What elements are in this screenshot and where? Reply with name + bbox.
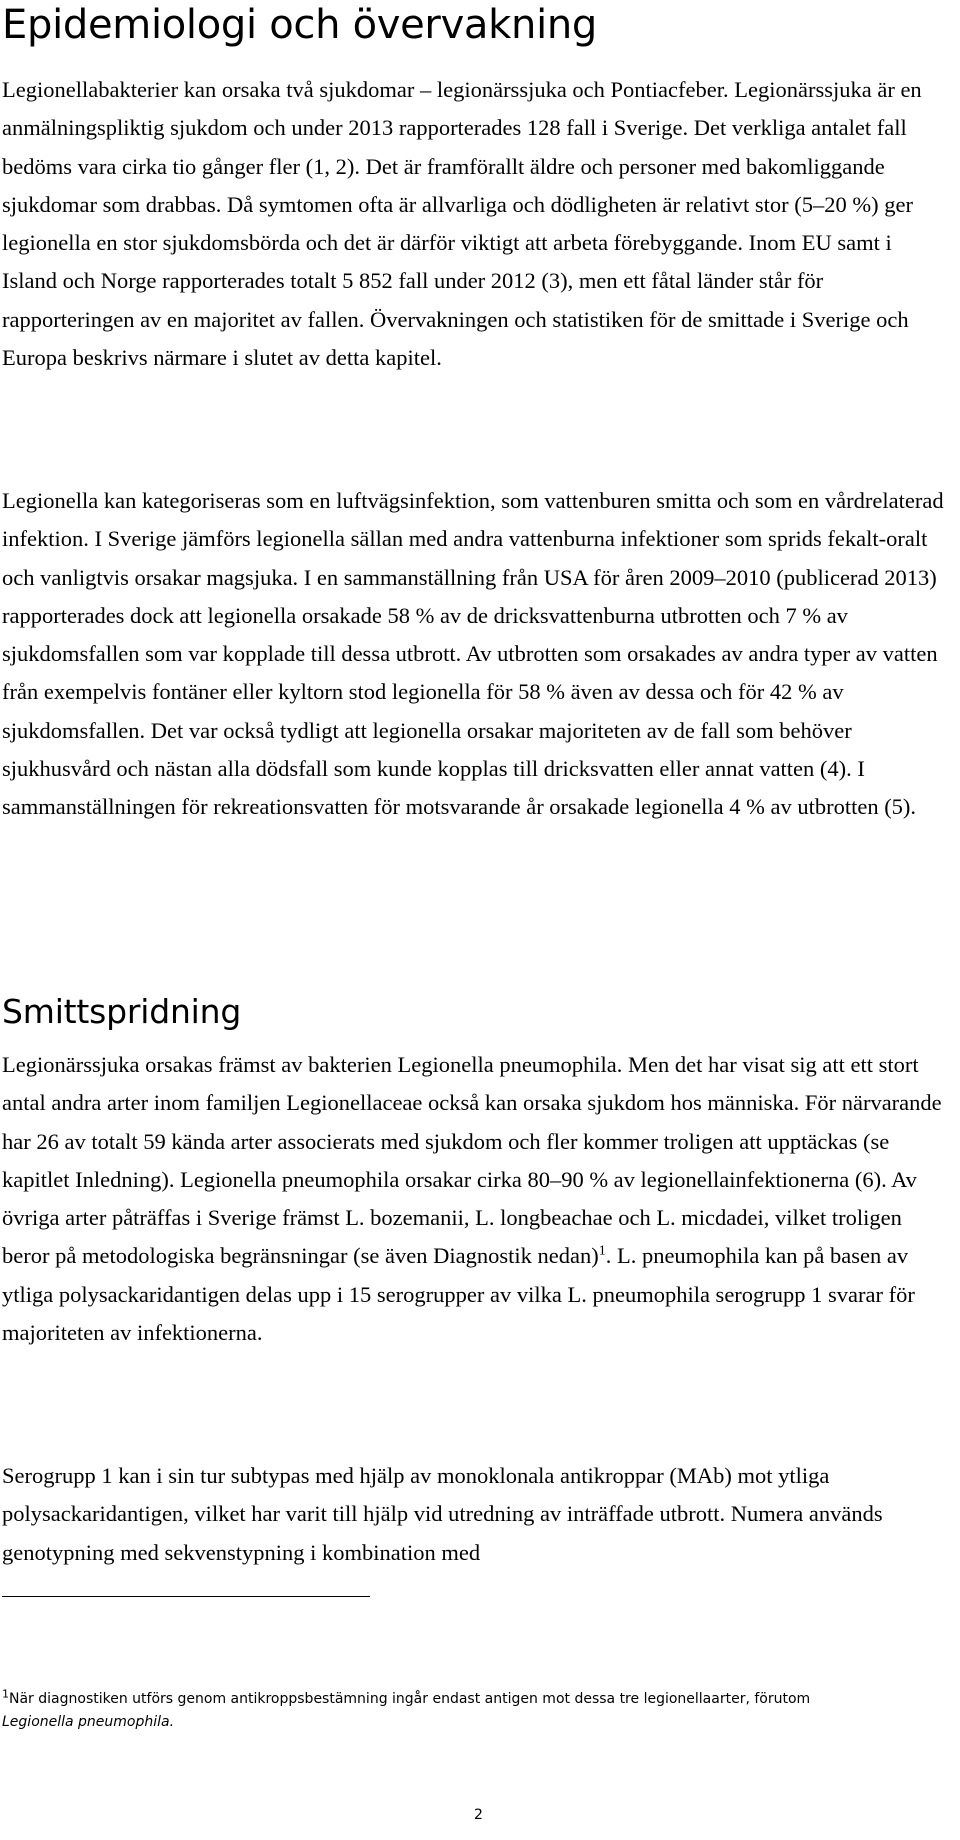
paragraph-serogroup-typing: Serogrupp 1 kan i sin tur subtypas med hjälp av monoklonala antikroppar (MAb) mot ytliga polysackaridantigen, vilket har varit till hjälp vid utredning av inträffade utbrott. Numera används genotypning med sekvenstypning i kombination med xyxy=(2,1463,883,1565)
paragraph-legionella-species xyxy=(2,1046,952,1352)
page-title: Epidemiologi och övervakning xyxy=(2,2,598,48)
footnote-divider xyxy=(2,1596,370,1597)
paragraph-infection-categories: Legionella kan kategoriseras som en luftvägsinfektion, som vattenburen smitta och som en vårdrelaterad infektion. I Sverige jämförs legionella sällan med andra vattenburna infektioner som sprids fekalt-oralt och vanligtvis orsakar magsjuka. I en sammanställning från USA för åren 2009–2010 (publicerad 2013) rapporterades dock att legionella orsakade 58 % av de dricksvattenburna utbrotten och 7 % av sjukdomsfallen som var kopplade till dessa utbrott. Av utbrotten som orsakades av andra typer av vatten från exempelvis fontäner eller kyltorn stod legionella för 58 % även av dessa och för 42 % av sjukdomsfallen. Det var också tydligt att legionella orsakar majoriteten av de fall som behöver sjukhusvård och nästan alla dödsfall som kunde kopplas till dricksvatten eller annat vatten (4). I sammanställningen för rekreationsvatten för motsvarande år orsakade legionella 4 % av utbrotten (5). xyxy=(2,488,944,820)
footnote-italic-text: Legionella pneumophila. xyxy=(2,1714,175,1730)
paragraph-epidemiology-intro: Legionellabakterier kan orsaka två sjukdomar – legionärssjuka och Pontiacfeber. Legionärssjuka är en anmälningspliktig sjukdom och under 2013 rapporterades 128 fall i Sverige. Det verkliga antalet fall bedöms vara cirka tio gånger fler (1, 2). Det är framförallt äldre och personer med bakomliggande sjukdomar som drabbas. Då symtomen ofta är allvarliga och dödligheten är relativt stor (5–20 %) ger legionella en stor sjukdomsbörda och det är därför viktigt att arbeta förebyggande. Inom EU samt i Island och Norge rapporterades totalt 5 852 fall under 2012 (3), men ett fåtal länder står för rapporteringen av en majoritet av fallen. Övervakningen och statistiken för de smittade i Sverige och Europa beskrivs närmare i slutet av detta kapitel. xyxy=(2,77,922,371)
footnote-text: När diagnostiken utförs genom antikroppsbestämning ingår endast antigen mot dessa tre legionellaarter, förutom xyxy=(9,1691,811,1707)
section-heading-smittspridning: Smittspridning xyxy=(2,992,242,1031)
paragraph-species-text-end: . L. pneumophila kan på basen av ytliga polysackaridantigen delas upp i 15 serogrupper av vilka L. pneumophila serogrupp 1 svarar för majoriteten av infektionerna. xyxy=(2,1243,915,1346)
paragraph-species-text-start: Legionärssjuka orsakas främst av bakterien Legionella pneumophila. Men det har visat sig att ett stort antal andra arter inom familjen Legionellaceae också kan orsaka sjukdom hos människa. För närvarande har 26 av totalt 59 kända arter associerats med sjukdom och fler kommer troligen att upptäckas (se kapitlet Inledning). Legionella pneumophila orsakar cirka 80–90 % av legionellainfektionerna (6). Av övriga arter påträffas i Sverige främst L. bozemanii, L. longbeachae och L. micdadei, vilket troligen beror på metodologiska begränsningar (se även Diagnostik nedan) xyxy=(2,1052,942,1269)
page-number: 2 xyxy=(474,1807,483,1823)
footnote-reference[interactable]: 1 xyxy=(598,1243,606,1259)
footnote xyxy=(2,1688,952,1734)
footnote-marker: 1 xyxy=(2,1687,9,1701)
